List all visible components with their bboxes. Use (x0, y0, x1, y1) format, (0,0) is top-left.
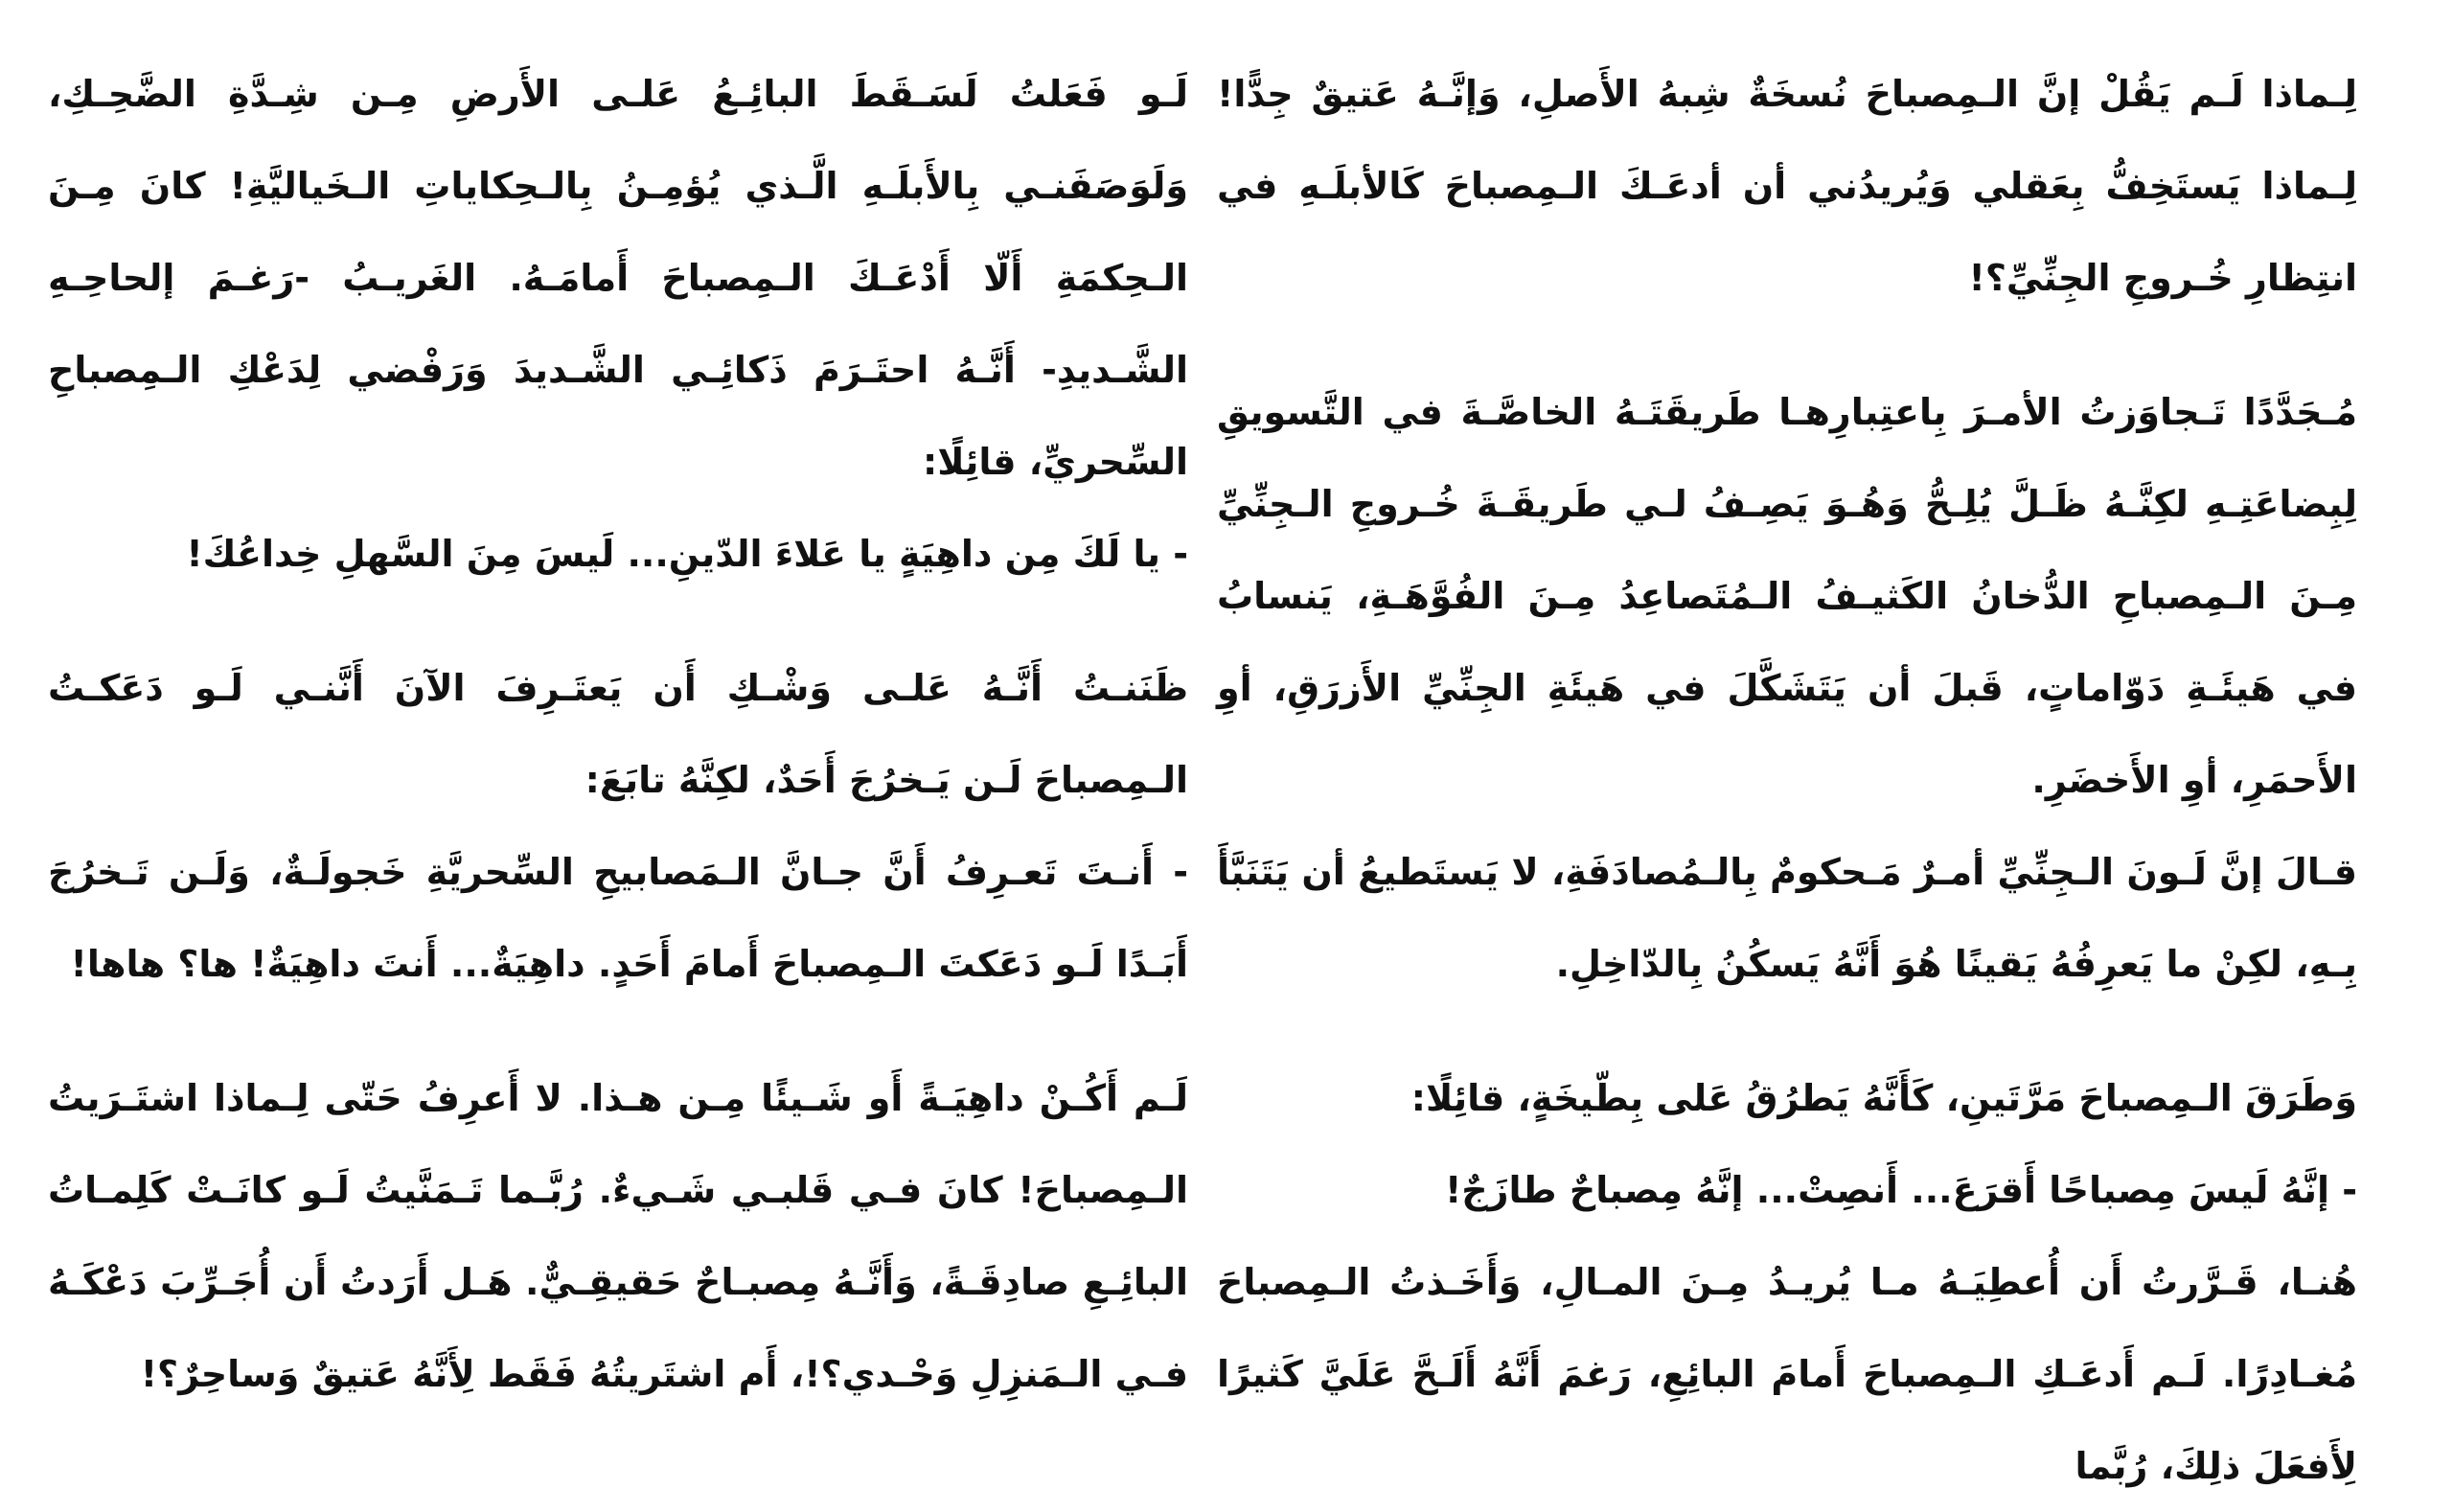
dialogue-line: - إنَّهُ لَيسَ مِصباحًا أَقرَعَ... أَنصِتْ... إنَّهُ مِصباحٌ طازَجٌ! (1444, 1169, 2357, 1211)
paragraph: لَـم أَكُـنْ داهِيَـةً أَو شَـيئًا مِـن هـذا. لا أَعرِفُ حَتّى لِـماذا اشتَـرَيتُ الـمِصباحَ! كانَ فـي قَلبـي شَـيءٌ. رُبَّـما تَـمَنَّيتُ لَـو كانَـتْ كَلِمـاتُ البائِـعِ صادِقَـةً، وَأَنَّـهُ مِصبـاحٌ حَقيقِـيٌّ. هَـل أَرَدتُ أَن أُجَـرِّبَ دَعْكَـهُ فـي الـمَنزِلِ وَحْـدي؟!، أَم اشتَريتُهُ فَقَط لِأَنَّهُ عَتيقٌ وَساحِرٌ؟! (48, 1077, 1188, 1395)
dialogue-line: - يا لَكَ مِن داهِيَةٍ يا عَلاءَ الدّينِ... لَيسَ مِنَ السَّهلِ خِداعُكَ! (186, 533, 1188, 575)
paragraph: ظَنَنـتُ أَنَّـهُ عَلـى وَشْـكِ أَن يَعتَـرِفَ الآنَ أَنَّنـي لَـو دَعَكـتُ الـمِصباحَ لَـن يَـخرُجَ أَحَدٌ، لكِنَّهُ تابَعَ: (48, 667, 1188, 801)
paragraph: وَطَرَقَ الـمِصباحَ مَرَّتَينِ، كَأَنَّهُ يَطرُقُ عَلى بِطّيخَةٍ، قائِلًا: (1410, 1077, 2357, 1119)
paragraph: لَـو فَعَلتُ لَسَـقَطَ البائِـعُ عَلـى الأَرضِ مِـن شِـدَّةِ الضَّحِـكِ، وَلَوَصَفَنـي بِالأَبلَـهِ الَّـذي يُؤمِـنُ بِالـحِكاياتِ الـخَياليَّةِ! كانَ مِـنَ الـحِكمَةِ أَلّا أَدْعَـكَ الـمِصباحَ أَمامَـهُ. الغَريـبُ -رَغـمَ إلحاحِـهِ الشَّـديدِ- أَنَّـهُ احتَـرَمَ ذَكائِـي الشَّـديدَ وَرَفْضي لِدَعْكِ الـمِصباحِ السِّحريِّ، قائِلًا: (48, 73, 1188, 483)
left-page (48, 48, 1188, 1395)
paragraph: لِـماذا لَـم يَقُلْ إنَّ الـمِصباحَ نُسخَةٌ شِبهُ الأَصلِ، وَإنَّـهُ عَتيقٌ جِدًّا! لِـماذا يَستَخِفُّ بِعَقلي وَيُريدُني أن أدعَـكَ الـمِصباحَ كَالأبلَـهِ في انتِظارِ خُـروجِ الجِنِّيِّ؟! (1217, 73, 2357, 299)
right-page (1217, 48, 2357, 1487)
paragraph: هُنـا، قَـرَّرتُ أَن أُعطِيَـهُ مـا يُريـدُ مِـنَ المـالِ، وَأَخَـذتُ الـمِصباحَ مُغـادِرًا. لَـم أَدعَـكِ الـمِصباحَ أَمامَ البائِعِ، رَغمَ أَنَّهُ أَلَـحَّ عَلَيَّ كَثيرًا لِأَفعَلَ ذلِكَ، رُبَّما (1217, 1261, 2357, 1487)
dialogue-line: - أَنـتَ تَعـرِفُ أَنَّ جـانَّ الـمَصابيحِ السِّحريَّةِ خَجولَـةٌ، وَلَـن تَـخرُجَ أَبَـدًا لَـو دَعَكتَ الـمِصباحَ أَمامَ أَحَدٍ. داهِيَةٌ... أَنتَ داهِيَةٌ! ها؟ هاها! (48, 851, 1188, 985)
paragraph: مُـجَدَّدًا تَـجاوَزتُ الأمـرَ بِاعتِبارِهـا طَريقَتَـهُ الخاصَّـةَ في التَّسويقِ لِبِضاعَتِـهِ لكِنَّـهُ ظَـلَّ يُلِـحُّ وَهُـوَ يَصِـفُ لـي طَريقَـةَ خُـروجِ الـجِنِّيِّ مِـنَ الـمِصباحِ الدُّخانُ الكَثيـفُ الـمُتَصاعِدُ مِـنَ الفُوَّهَـةِ، يَنسابُ في هَيئَـةِ دَوّاماتٍ، قَبلَ أن يَتَشَكَّلَ في هَيئَةِ الجِنِّيِّ الأَزرَقِ، أوِ الأَحمَرِ، أوِ الأَخضَرِ. (1217, 391, 2357, 801)
paragraph: قـالَ إنَّ لَـونَ الـجِنِّيِّ أمـرٌ مَـحكومٌ بِالـمُصادَفَةِ، لا يَستَطيعُ أن يَتَنَبَّأَ بِـهِ، لكِنْ ما يَعرِفُهُ يَقينًا هُوَ أَنَّهُ يَسكُنُ بِالدّاخِلِ. (1217, 851, 2357, 985)
